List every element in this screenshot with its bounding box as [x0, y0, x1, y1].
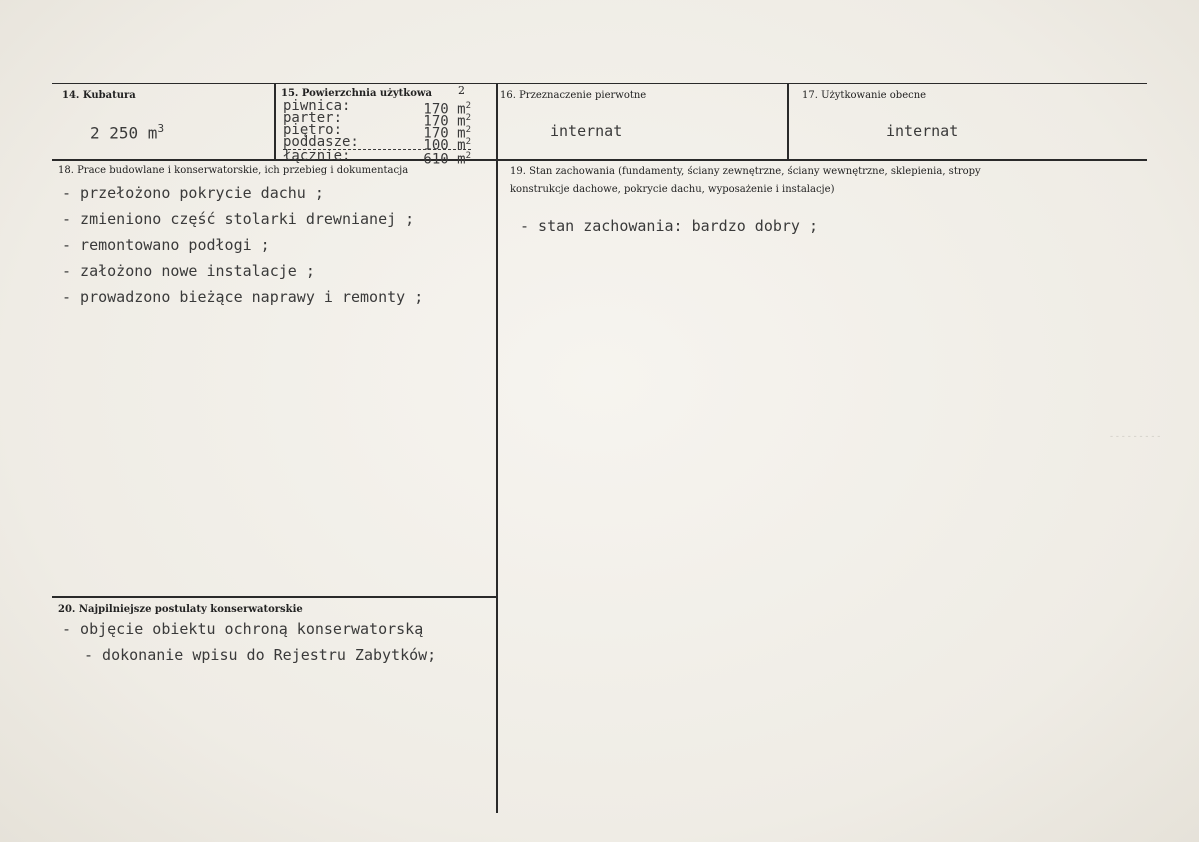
works-item: - remontowano podłogi ;: [62, 236, 270, 254]
area-row-poddasze: poddasze: 100 $m^2$: [283, 134, 471, 154]
works-item: - przełożono pokrycie dachu ;: [62, 184, 324, 202]
postulate-item: - dokonanie wpisu do Rejestru Zabytków;: [84, 646, 437, 664]
postulate-item: - objęcie obiektu ochroną konserwatorską: [62, 620, 424, 638]
field-19-value: - stan zachowania: bardzo dobry ;: [520, 217, 819, 235]
field-19-label-cont: konstrukcje dachowe, pokrycie dachu, wyposażenie i instalacje): [510, 184, 835, 195]
field-19-label: 19. Stan zachowania (fundamenty, ściany zewnętrzne, ściany wewnętrzne, sklepienia, stropy: [510, 166, 981, 177]
divider-16-17: [787, 83, 789, 160]
divider-14-15: [274, 83, 276, 160]
field-15-label-sup: 2: [458, 84, 465, 97]
section-20-rule: [52, 596, 496, 598]
field-20-label: 20. Najpilniejsze postulaty konserwatorskie: [58, 604, 303, 615]
show-through-mark: - - - - - - - - -: [1110, 432, 1161, 442]
area-row-lacznie: łącznie: 610 $m^2$: [283, 148, 471, 168]
field-15-label: 15. Powierzchnia użytkowa: [281, 88, 432, 99]
area-row-parter: parter: 170 $m^2$: [283, 110, 471, 130]
top-rule: [52, 83, 1147, 84]
field-14-label: 14. Kubatura: [62, 90, 136, 101]
area-row-pietro: piętro: 170 $m^2$: [283, 122, 471, 142]
field-14-value: 2 250 $m^3$: [90, 122, 165, 143]
field-18-label: 18. Prace budowlane i konserwatorskie, ich przebieg i dokumentacja: [58, 165, 409, 176]
header-row-rule: [52, 159, 1147, 161]
center-divider: [496, 83, 498, 813]
field-17-value: internat: [886, 122, 959, 140]
works-item: - założono nowe instalacje ;: [62, 262, 315, 280]
field-16-label: 16. Przeznaczenie pierwotne: [500, 90, 647, 101]
field-17-label: 17. Użytkowanie obecne: [802, 90, 927, 101]
field-16-value: internat: [550, 122, 623, 140]
works-item: - zmieniono część stolarki drewnianej ;: [62, 210, 415, 228]
works-item: - prowadzono bieżące naprawy i remonty ;: [62, 288, 424, 306]
area-row-piwnica: piwnica: 170 $m^2$: [283, 98, 471, 118]
